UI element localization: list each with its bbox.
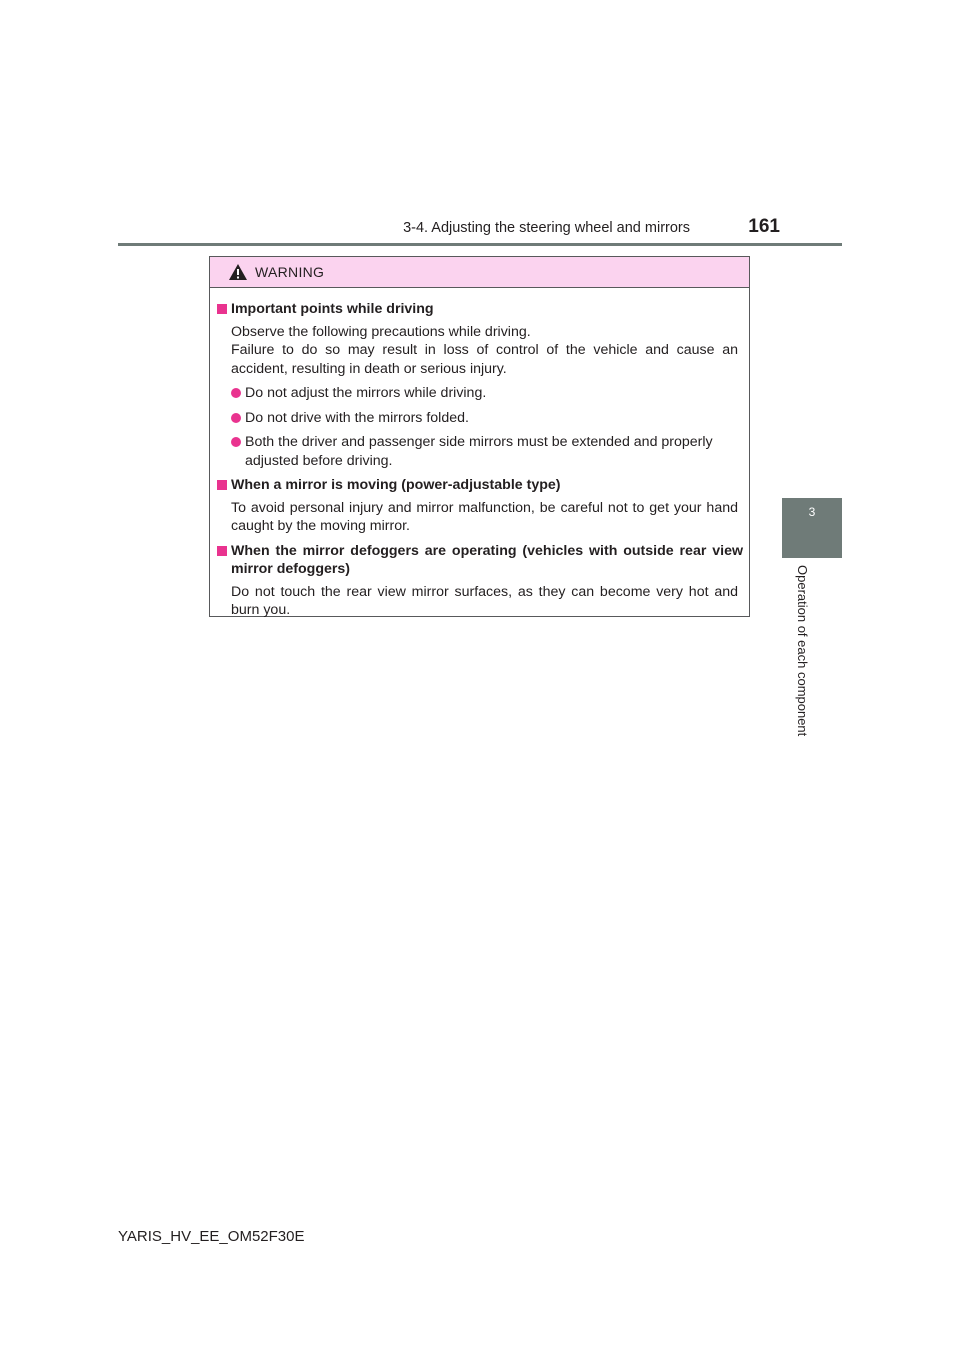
list-item-text: Do not drive with the mirrors folded.	[245, 409, 469, 426]
warning-paragraph	[231, 583, 738, 620]
page-number: 161	[748, 216, 780, 237]
chapter-number: 3	[808, 505, 816, 519]
warning-paragraph	[231, 499, 738, 536]
list-item	[231, 384, 743, 403]
warning-heading	[215, 476, 743, 495]
paragraph-line: Do not touch the rear view mirror surfaces, as they can become very hot and burn you.	[231, 583, 738, 618]
chapter-tab	[782, 498, 842, 558]
list-item	[231, 433, 743, 470]
round-bullet-icon	[231, 413, 241, 423]
heading-text: When the mirror defoggers are operating (vehicles with outside rear view mirror defoggers)	[231, 542, 743, 577]
square-bullet-icon	[217, 304, 227, 314]
paragraph-line: Observe the following precautions while driving.	[231, 323, 531, 340]
warning-title: WARNING	[255, 264, 325, 280]
paragraph-line: Failure to do so may result in loss of control of the vehicle and cause an accident, resulting in death or serious injury.	[231, 342, 738, 377]
chapter-title: Operation of each component	[795, 565, 810, 737]
round-bullet-icon	[231, 388, 241, 398]
warning-body	[210, 288, 749, 620]
header-section-title: 3-4. Adjusting the steering wheel and mirrors	[403, 220, 690, 236]
warning-paragraph	[231, 323, 738, 379]
heading-text: Important points while driving	[231, 301, 434, 317]
heading-text: When a mirror is moving (power-adjustable type)	[231, 477, 561, 493]
square-bullet-icon	[217, 480, 227, 490]
list-item	[231, 409, 743, 428]
warning-box	[209, 256, 750, 617]
paragraph-line: To avoid personal injury and mirror malfunction, be careful not to get your hand caught by the moving mirror.	[231, 499, 738, 534]
square-bullet-icon	[217, 546, 227, 556]
header-rule	[118, 243, 842, 246]
warning-header	[210, 257, 749, 288]
warning-triangle-icon	[228, 263, 248, 281]
round-bullet-icon	[231, 437, 241, 447]
warning-heading	[215, 542, 743, 579]
footer-doc-code: YARIS_HV_EE_OM52F30E	[118, 1228, 305, 1245]
warning-heading	[215, 300, 743, 319]
list-item-text: Both the driver and passenger side mirrors must be extended and properly adjusted before driving.	[245, 434, 713, 469]
list-item-text: Do not adjust the mirrors while driving.	[245, 385, 487, 401]
